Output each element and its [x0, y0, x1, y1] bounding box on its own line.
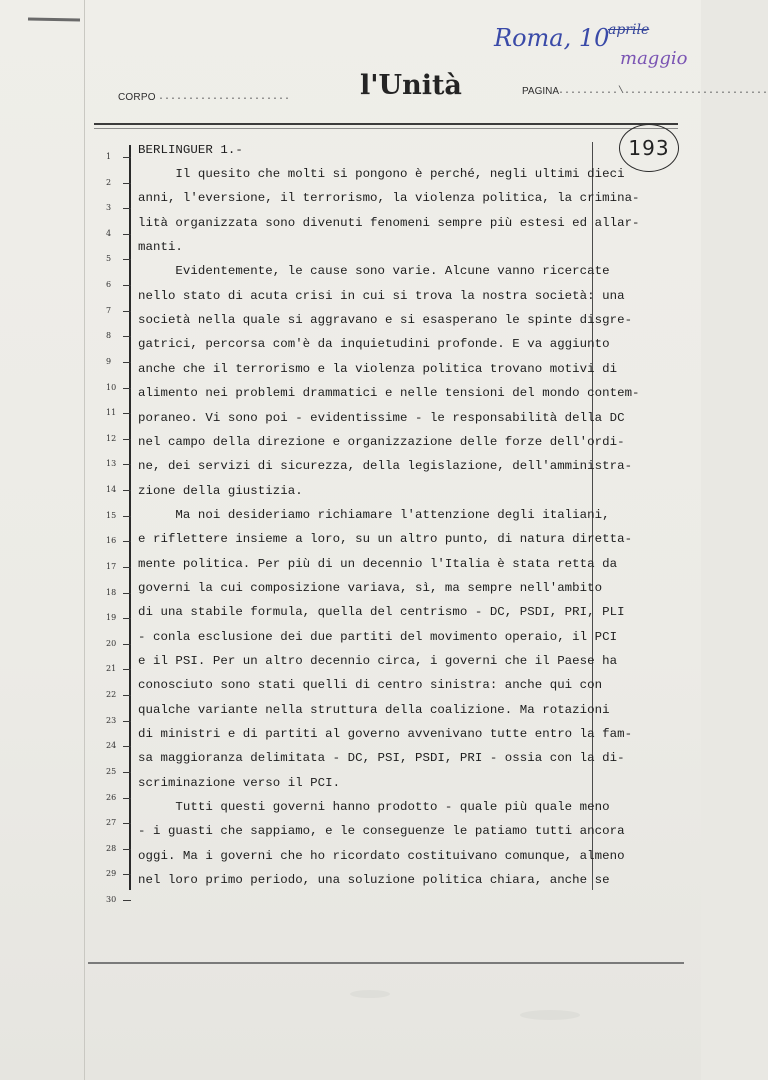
line-number: 25	[106, 766, 117, 776]
paper-smudge	[350, 990, 390, 998]
line-number: 4	[106, 228, 112, 238]
document-line: mente politica. Per più di un decennio l'Italia è stata retta da	[138, 556, 618, 571]
line-number: 3	[106, 203, 112, 213]
document-line: Ma noi desideriamo richiamare l'attenzione degli italiani,	[138, 507, 610, 522]
document-line: manti.	[138, 240, 183, 255]
line-number-tick	[123, 798, 131, 799]
line-number-gutter-rule	[129, 145, 131, 890]
line-number-tick	[123, 413, 131, 414]
document-line: qualche variante nella struttura della coalizione. Ma rotazioni	[138, 702, 610, 717]
line-number: 24	[106, 741, 117, 751]
line-number-tick	[123, 388, 131, 389]
line-number: 16	[106, 536, 117, 546]
document-line: Evidentemente, le cause sono varie. Alcune vanno ricercate	[138, 264, 610, 279]
document-line: lità organizzata sono divenuti fenomeni sempre più estesi ed allar-	[138, 215, 640, 230]
document-line: gatrici, percorsa com'è da inquietudini profonde. E va aggiunto	[138, 337, 610, 352]
document-line: oggi. Ma i governi che ho ricordato costituivano comunque, almeno	[138, 848, 625, 863]
line-number: 10	[106, 382, 117, 392]
document-line: governi la cui composizione variava, sì, ma sempre nell'ambito	[138, 580, 603, 595]
circled-page-number: 193	[619, 124, 679, 172]
document-line: di ministri e di partiti al governo avvenivano tutte entro la fam-	[138, 727, 633, 742]
left-margin-rule	[84, 0, 85, 1080]
document-line: conosciuto sono stati quelli di centro sinistra: anche qui con	[138, 678, 603, 693]
line-number: 1	[106, 152, 112, 161]
document-heading: BERLINGUER 1.-	[138, 143, 243, 157]
document-line: sa maggioranza delimitata - DC, PSI, PSDI, PRI - ossia con la di-	[138, 751, 625, 766]
line-number: 27	[106, 818, 117, 828]
header-rule-thick	[94, 123, 678, 125]
line-number-tick	[123, 259, 131, 260]
handwritten-date: Roma, 10	[494, 24, 610, 52]
line-number: 28	[106, 843, 117, 853]
document-line: di una stabile formula, quella del centrismo - DC, PSDI, PRI, PLI	[138, 605, 625, 620]
corpo-label: CORPO	[118, 92, 156, 103]
line-number-tick	[123, 567, 131, 568]
line-number: 8	[106, 331, 112, 341]
unita-logo: l'Unità	[360, 70, 462, 101]
line-number-tick	[123, 208, 131, 209]
line-number-tick	[123, 541, 131, 542]
line-number-tick	[123, 464, 131, 465]
line-number: 19	[106, 613, 117, 623]
document-line: - i guasti che sappiamo, e le conseguenze le patiamo tutti ancora	[138, 824, 625, 839]
document-line: nel campo della direzione e organizzazione delle forze dell'ordi-	[138, 434, 625, 449]
handwritten-month: maggio	[620, 48, 688, 69]
line-number-tick	[123, 900, 131, 901]
line-number-tick	[123, 157, 131, 158]
document-line: poraneo. Vi sono poi - evidentissime - le responsabilità della DC	[138, 410, 625, 425]
line-number: 13	[106, 459, 117, 469]
line-number-tick	[123, 234, 131, 235]
document-line: anni, l'eversione, il terrorismo, la violenza politica, la crimina-	[138, 191, 640, 206]
line-number: 29	[106, 869, 117, 879]
line-number: 17	[106, 561, 117, 571]
handwritten-date-annotation	[490, 22, 700, 72]
top-edge-mark	[28, 18, 80, 22]
line-number-tick	[123, 746, 131, 747]
line-number-tick	[123, 311, 131, 312]
footer-rule	[88, 962, 684, 964]
header-rule-thin	[94, 128, 678, 129]
line-number: 18	[106, 587, 117, 597]
pagina-dotted-field: ..........\........................	[558, 86, 768, 97]
line-number: 15	[106, 510, 117, 520]
document-line: società nella quale si aggravano e si esasperano le spinte disgre-	[138, 313, 633, 328]
document-line: scriminazione verso il PCI.	[138, 775, 341, 790]
line-number-tick	[123, 823, 131, 824]
line-number: 23	[106, 715, 117, 725]
line-number-tick	[123, 874, 131, 875]
line-number-tick	[123, 618, 131, 619]
line-number: 7	[106, 305, 112, 315]
line-number-tick	[123, 183, 131, 184]
line-number-tick	[123, 490, 131, 491]
document-line: ne, dei servizi di sicurezza, della legislazione, dell'amministra-	[138, 459, 633, 474]
line-number-tick	[123, 849, 131, 850]
line-number: 2	[106, 177, 112, 187]
line-number: 14	[106, 485, 117, 495]
line-number: 12	[106, 433, 117, 443]
line-number: 22	[106, 690, 117, 700]
document-line: Tutti questi governi hanno prodotto - quale più quale meno	[138, 800, 610, 815]
line-number-tick	[123, 669, 131, 670]
line-number: 30	[106, 894, 117, 904]
line-number-tick	[123, 336, 131, 337]
line-number: 26	[106, 792, 117, 802]
line-number-tick	[123, 644, 131, 645]
line-number: 11	[106, 408, 117, 418]
document-line: nel loro primo periodo, una soluzione politica chiara, anche se	[138, 873, 610, 888]
document-line: e il PSI. Per un altro decennio circa, i governi che il Paese ha	[138, 654, 618, 668]
line-number-tick	[123, 695, 131, 696]
line-number: 21	[106, 664, 117, 674]
line-number: 9	[106, 356, 112, 366]
line-number-tick	[123, 516, 131, 517]
line-number: 6	[106, 280, 112, 290]
document-line: nello stato di acuta crisi in cui si trova la nostra società: una	[138, 288, 625, 303]
document-line: zione della giustizia.	[138, 483, 303, 498]
line-number-tick	[123, 439, 131, 440]
line-number: 5	[106, 254, 112, 264]
pagina-label: PAGINA	[522, 86, 560, 97]
corpo-dotted-field: ......................	[158, 92, 291, 103]
document-line: - conla esclusione dei due partiti del movimento operaio, il PCI	[138, 629, 618, 644]
document-line: anche che il terrorismo e la violenza politica trovano motivi di	[138, 361, 618, 376]
line-number-tick	[123, 285, 131, 286]
line-number-tick	[123, 362, 131, 363]
document-line: Il quesito che molti si pongono è perché, negli ultimi dieci	[138, 167, 625, 181]
document-line: alimento nei problemi drammatici e nelle tensioni del mondo contem-	[138, 386, 640, 401]
line-number-tick	[123, 772, 131, 773]
document-line: e riflettere insieme a loro, su un altro punto, di natura diretta-	[138, 532, 633, 547]
handwritten-struck-month: aprile	[608, 22, 650, 38]
line-number-tick	[123, 593, 131, 594]
paper-smudge	[520, 1010, 580, 1020]
line-number: 20	[106, 638, 117, 648]
letterhead	[0, 66, 768, 106]
line-number-tick	[123, 721, 131, 722]
